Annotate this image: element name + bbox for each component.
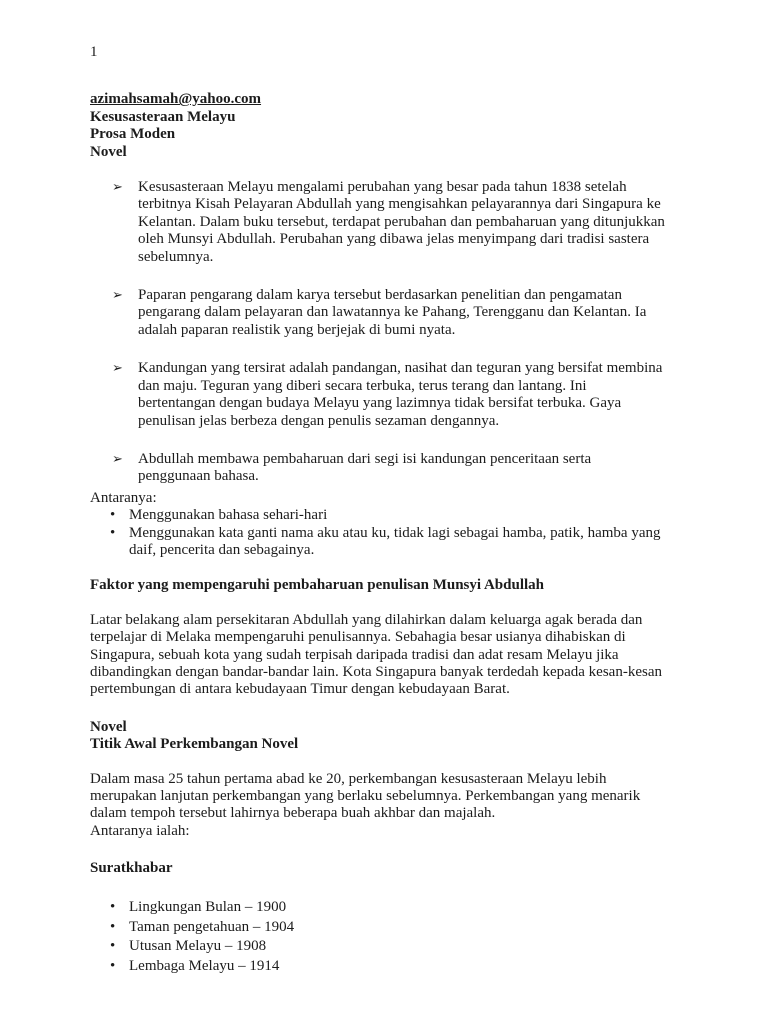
- faktor-section-heading: Faktor yang mempengaruhi pembaharuan penulisan Munsyi Abdullah: [90, 577, 545, 594]
- list-item-text: Abdullah membawa pembaharuan dari segi isi kandungan penceritaan serta penggunaan bahasa.: [138, 450, 592, 485]
- list-item-text: Menggunakan bahasa sehari-hari: [129, 507, 328, 524]
- list-item-text: Lingkungan Bulan – 1900: [129, 898, 287, 915]
- suratkhabar-list: [90, 899, 665, 976]
- arrow-bullet-icon: ➢: [112, 288, 123, 304]
- antaranya-ialah-label: Antaranya ialah:: [90, 822, 190, 839]
- list-item-text: Paparan pengarang dalam karya tersebut berdasarkan penelitian dan pengamatan pengarang dalam pelayaran dan lawatannya ke Pahang, Terengganu dan Kelantan. Ia adalah paparan realistik yang berjejak di bumi nyata.: [138, 287, 647, 338]
- antaranya-label: Antaranya:: [90, 489, 157, 506]
- list-item: [90, 360, 665, 430]
- title-form: Novel: [90, 143, 127, 160]
- list-item-text: Menggunakan kata ganti nama aku atau ku, tidak lagi sebagai hamba, patik, hamba yang daif, pencerita dan sebagainya.: [129, 524, 661, 558]
- list-item-text: Utusan Melayu – 1908: [129, 938, 267, 955]
- list-item: [90, 958, 665, 975]
- list-item: [90, 525, 665, 560]
- page-number: 1: [90, 44, 98, 60]
- dot-bullet-list: [90, 507, 665, 559]
- list-item: [90, 179, 665, 266]
- document-header: [90, 91, 665, 161]
- list-item-text: Kandungan yang tersirat adalah pandangan, nasihat dan teguran yang bersifat membina dan maju. Teguran yang diberi secara terbuka, terus terang dan lantang. Ini bertentangan dengan budaya Melayu yang lazimnya tidak bersifat terbuka. Gaya penulisan jelas berbeza dengan penulis sezaman dengannya.: [138, 360, 663, 429]
- list-item-text: Lembaga Melayu – 1914: [129, 958, 280, 975]
- suratkhabar-heading: Suratkhabar: [90, 860, 173, 877]
- list-item: [90, 899, 665, 916]
- arrow-bullet-list: [90, 179, 665, 486]
- list-item: [90, 287, 665, 339]
- author-email: azimahsamah@yahoo.com: [90, 91, 262, 108]
- dot-bullet-icon: •: [110, 958, 116, 975]
- arrow-bullet-icon: ➢: [112, 180, 123, 196]
- list-item: [90, 919, 665, 936]
- title-subject: Kesusasteraan Melayu: [90, 108, 236, 125]
- list-item: [90, 451, 665, 486]
- list-item: [90, 938, 665, 955]
- faktor-section-paragraph: Latar belakang alam persekitaran Abdullah yang dilahirkan dalam keluarga agak berada dan terpelajar di Melaka mempengaruhi penulisannya. Sebahagia besar usianya dihabiskan di Singapura, sebuah kota yang sudah terpisah daripada tradisi dan adat resam Melayu jika dibandingkan dengan bandar-bandar lain. Kota Singapura banyak terdedah kepada kesan-kesan pertembungan di antara kebudayaan Timur dengan kebudayaan Barat.: [90, 611, 662, 698]
- novel-section-paragraph: Dalam masa 25 tahun pertama abad ke 20, perkembangan kesusasteraan Melayu lebih merupakan lanjutan perkembangan yang berlaku sebelumnya. Perkembangan yang menarik dalam tempoh tersebut lahirnya beberapa buah akhbar dan majalah.: [90, 770, 641, 822]
- arrow-bullet-icon: ➢: [112, 451, 123, 467]
- title-genre: Prosa Moden: [90, 126, 176, 143]
- dot-bullet-icon: •: [110, 524, 116, 541]
- dot-bullet-icon: •: [110, 898, 116, 915]
- list-item: [90, 507, 665, 524]
- arrow-bullet-icon: ➢: [112, 361, 123, 377]
- dot-bullet-icon: •: [110, 938, 116, 955]
- author-email-line: [90, 91, 665, 108]
- list-item-text: Taman pengetahuan – 1904: [129, 918, 295, 935]
- novel-section-heading: Novel: [90, 718, 127, 735]
- novel-section-subheading: Titik Awal Perkembangan Novel: [90, 736, 299, 753]
- dot-bullet-icon: •: [110, 507, 116, 524]
- dot-bullet-icon: •: [110, 918, 116, 935]
- list-item-text: Kesusasteraan Melayu mengalami perubahan yang besar pada tahun 1838 setelah terbitnya Kisah Pelayaran Abdullah yang mengisahkan pelayarannya dari Singapura ke Kelantan. Dalam buku tersebut, terdapat perubahan dan pembaharuan yang ditunjukkan oleh Munsyi Abdullah. Perubahan yang dibawa jelas menyimpang dari tradisi sastera sebelumnya.: [138, 179, 665, 265]
